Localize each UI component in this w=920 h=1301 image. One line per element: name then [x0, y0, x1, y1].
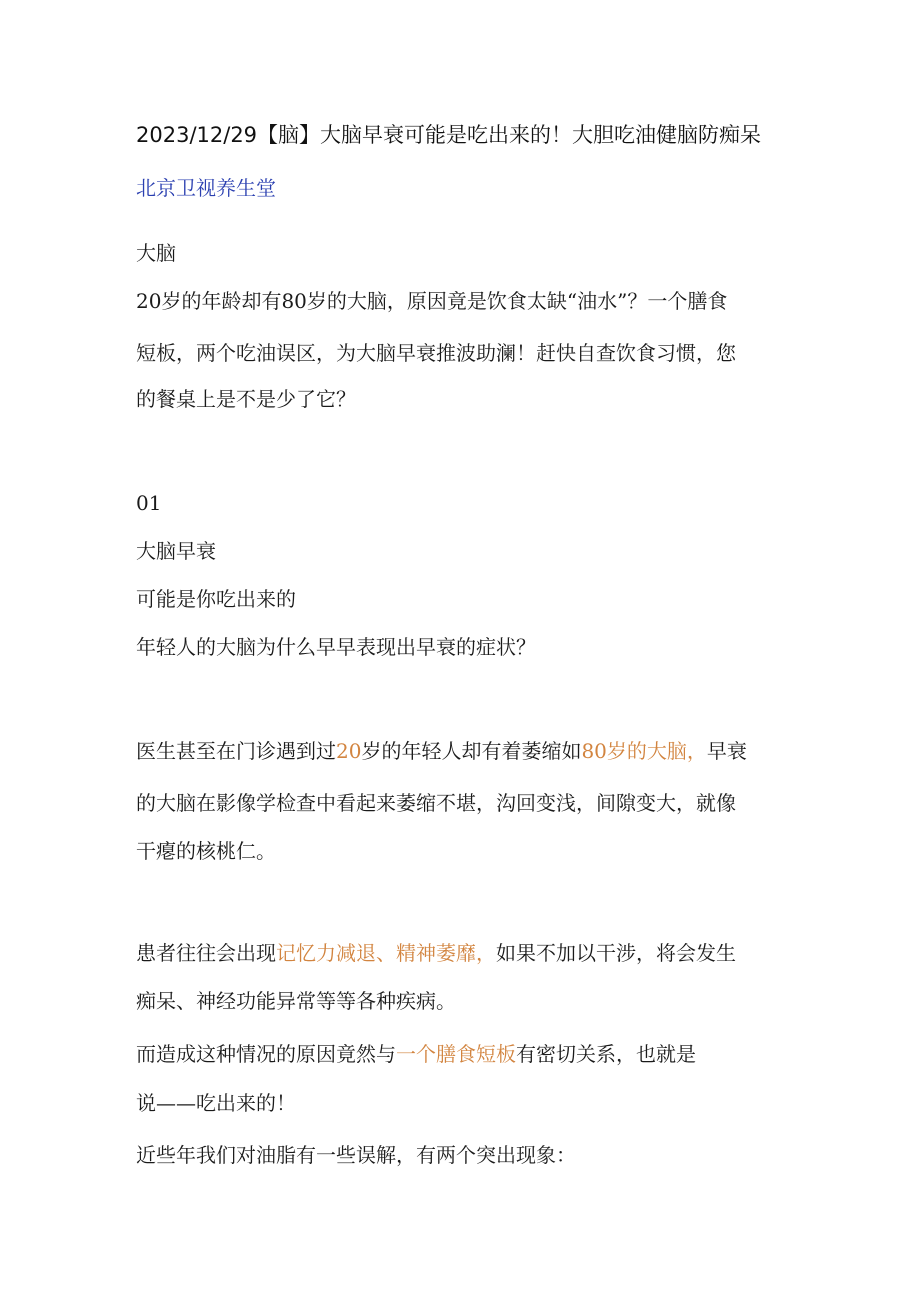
- intro-line-2: 短板，两个吃油误区，为大脑早衰推波助澜！赶快自查饮食习惯，您: [136, 341, 736, 365]
- highlight-80-year-brain: 80岁的大脑，: [581, 739, 707, 763]
- highlight-age-20: 20: [336, 739, 362, 763]
- paragraph-1-line-1: [136, 737, 747, 765]
- section-title-line-1: 大脑早衰: [136, 539, 216, 563]
- paragraph-3-text: 有密切关系，也就是: [516, 1042, 696, 1066]
- paragraph-2-line-1: [136, 939, 736, 967]
- paragraph-3-line-2: 说——吃出来的！: [136, 1091, 296, 1115]
- paragraph-3-text: 而造成这种情况的原因竟然与: [136, 1042, 396, 1066]
- paragraph-4: 近些年我们对油脂有一些误解，有两个突出现象：: [136, 1143, 576, 1167]
- paragraph-2-line-2: 痴呆、神经功能异常等等各种疾病。: [136, 989, 456, 1013]
- section-question: 年轻人的大脑为什么早早表现出早衰的症状？: [136, 635, 536, 659]
- paragraph-1-text: 岁的年轻人却有着萎缩如: [361, 739, 582, 763]
- paragraph-1-text: 早衰: [706, 739, 747, 763]
- intro-line-3: 的餐桌上是不是少了它？: [136, 387, 356, 411]
- highlight-diet-shortfall: 一个膳食短板: [396, 1042, 516, 1066]
- paragraph-2-text: 如果不加以干涉，将会发生: [496, 941, 736, 965]
- section-title-line-2: 可能是你吃出来的: [136, 587, 296, 611]
- article-source: 北京卫视养生堂: [136, 176, 276, 200]
- section-number: 01: [136, 491, 162, 515]
- paragraph-2-text: 患者往往会出现: [136, 941, 276, 965]
- intro-line-1: 20岁的年龄却有80岁的大脑，原因竟是饮食太缺“油水”？一个膳食: [136, 289, 728, 313]
- article-category: 大脑: [136, 241, 176, 265]
- paragraph-1-line-3: 干瘪的核桃仁。: [136, 839, 276, 863]
- article-title: 2023/12/29【脑】大脑早衰可能是吃出来的！大胆吃油健脑防痴呆: [136, 123, 762, 147]
- paragraph-3-line-1: [136, 1040, 696, 1068]
- highlight-symptoms: 记忆力减退、精神萎靡，: [276, 941, 496, 965]
- paragraph-1-line-2: 的大脑在影像学检查中看起来萎缩不堪，沟回变浅，间隙变大，就像: [136, 791, 736, 815]
- paragraph-1-text: 医生甚至在门诊遇到过: [136, 739, 336, 763]
